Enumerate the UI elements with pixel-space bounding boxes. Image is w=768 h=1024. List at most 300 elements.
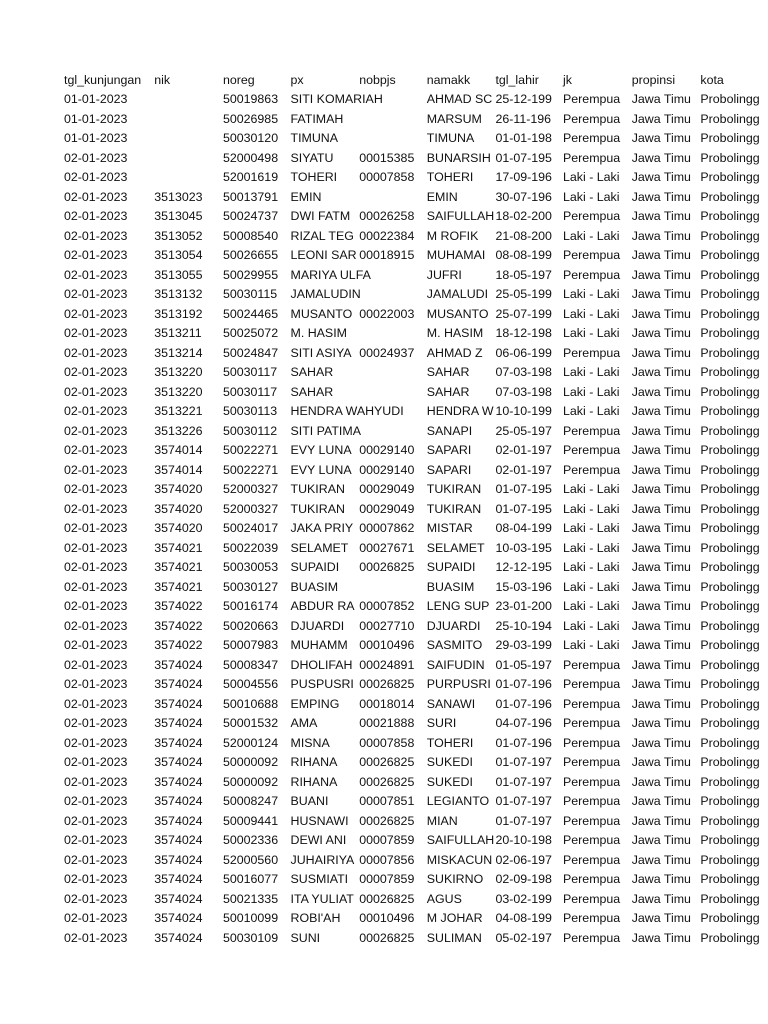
- cell-tgl-kunjungan: 02-01-2023: [64, 326, 128, 341]
- cell-tgl-lahir: 17-09-196: [495, 170, 552, 185]
- cell-px: HUSNAWI: [290, 813, 349, 828]
- cell-propinsi: Jawa Timu: [631, 92, 691, 107]
- cell-namakk: SURI: [426, 716, 457, 731]
- cell-nobpjs: 00015385: [359, 150, 415, 165]
- cell-jk: Perempua: [563, 716, 621, 731]
- cell-nik: 3574024: [154, 677, 203, 692]
- cell-tgl-lahir: 02-09-198: [495, 872, 552, 887]
- cell-tgl-kunjungan: 02-01-2023: [64, 833, 128, 848]
- cell-tgl-lahir: 07-03-198: [495, 365, 552, 380]
- cell-px: SUPAIDI: [290, 560, 340, 575]
- cell-kota: Probolingg: [700, 170, 760, 185]
- cell-propinsi: Jawa Timu: [631, 930, 691, 945]
- cell-kota: Probolingg: [700, 111, 760, 126]
- cell-tgl-kunjungan: 02-01-2023: [64, 248, 128, 263]
- table-row: [0, 850, 768, 870]
- cell-tgl-lahir: 02-01-197: [495, 462, 552, 477]
- cell-tgl-lahir: 01-05-197: [495, 657, 552, 672]
- cell-tgl-kunjungan: 01-01-2023: [64, 92, 128, 107]
- cell-noreg: 52000498: [222, 150, 279, 165]
- cell-px: TOHERI: [290, 170, 338, 185]
- cell-propinsi: Jawa Timu: [631, 482, 691, 497]
- cell-px: RIHANA: [290, 755, 338, 770]
- cell-kota: Probolingg: [700, 833, 760, 848]
- table-row: [0, 753, 768, 773]
- table-row: [0, 168, 768, 188]
- column-header-tgl-kunjungan: tgl_kunjungan: [64, 72, 142, 87]
- cell-propinsi: Jawa Timu: [631, 423, 691, 438]
- cell-namakk: SUKEDI: [426, 774, 473, 789]
- cell-jk: Perempua: [563, 267, 621, 282]
- cell-px: AMA: [290, 716, 318, 731]
- cell-namakk: MUSANTO: [426, 306, 489, 321]
- cell-noreg: 50010099: [222, 911, 279, 926]
- cell-noreg: 50020663: [222, 618, 279, 633]
- cell-noreg: 50008247: [222, 794, 279, 809]
- cell-tgl-lahir: 29-03-199: [495, 638, 552, 653]
- column-header-kota: kota: [700, 72, 724, 87]
- cell-tgl-kunjungan: 02-01-2023: [64, 482, 128, 497]
- cell-tgl-lahir: 15-03-196: [495, 579, 552, 594]
- cell-jk: Laki - Laki: [563, 599, 620, 614]
- cell-noreg: 50030109: [222, 930, 279, 945]
- cell-tgl-lahir: 21-08-200: [495, 228, 552, 243]
- cell-px: EMIN: [290, 189, 322, 204]
- cell-jk: Laki - Laki: [563, 365, 620, 380]
- cell-namakk: SELAMET: [426, 540, 485, 555]
- column-header-jk: jk: [563, 72, 572, 87]
- cell-namakk: MISTAR: [426, 521, 473, 536]
- cell-tgl-kunjungan: 02-01-2023: [64, 209, 128, 224]
- cell-tgl-lahir: 12-12-195: [495, 560, 552, 575]
- column-header-px: px: [290, 72, 304, 87]
- cell-nobpjs: 00021888: [359, 716, 415, 731]
- cell-nik: 3513226: [154, 423, 203, 438]
- cell-nik: [154, 148, 223, 168]
- cell-propinsi: Jawa Timu: [631, 774, 691, 789]
- cell-namakk: TIMUNA: [426, 131, 475, 146]
- cell-nobpjs: [359, 109, 427, 129]
- cell-kota: Probolingg: [700, 345, 760, 360]
- cell-jk: Laki - Laki: [563, 287, 620, 302]
- cell-px: SUSMIATI: [290, 872, 349, 887]
- cell-nik: 3574024: [154, 716, 203, 731]
- cell-propinsi: Jawa Timu: [631, 638, 691, 653]
- cell-namakk: HENDRA W: [426, 404, 494, 419]
- cell-nik: 3513054: [154, 248, 203, 263]
- cell-kota: Probolingg: [700, 521, 760, 536]
- cell-jk: Laki - Laki: [563, 501, 620, 516]
- cell-namakk: JUFRI: [426, 267, 462, 282]
- cell-propinsi: Jawa Timu: [631, 189, 691, 204]
- table-row: [0, 577, 768, 597]
- cell-tgl-kunjungan: 02-01-2023: [64, 755, 128, 770]
- table-row: [0, 246, 768, 266]
- cell-namakk: TOHERI: [426, 735, 474, 750]
- cell-jk: Laki - Laki: [563, 638, 620, 653]
- cell-nik: [154, 129, 223, 149]
- cell-tgl-lahir: 01-07-196: [495, 735, 552, 750]
- cell-tgl-lahir: 01-07-195: [495, 482, 552, 497]
- cell-nik: [154, 168, 223, 188]
- cell-nobpjs: 00026825: [359, 774, 415, 789]
- table-row: [0, 187, 768, 207]
- cell-noreg: 52001619: [222, 170, 279, 185]
- cell-nik: 3574022: [154, 599, 203, 614]
- cell-propinsi: Jawa Timu: [631, 209, 691, 224]
- cell-jk: Perempua: [563, 852, 621, 867]
- cell-propinsi: Jawa Timu: [631, 150, 691, 165]
- cell-kota: Probolingg: [700, 209, 760, 224]
- cell-propinsi: Jawa Timu: [631, 365, 691, 380]
- cell-px: LEONI SAR: [290, 248, 357, 263]
- cell-tgl-lahir: 03-02-199: [495, 891, 552, 906]
- table-row: [0, 636, 768, 656]
- cell-nik: [154, 109, 223, 129]
- cell-kota: Probolingg: [700, 794, 760, 809]
- cell-jk: Perempua: [563, 131, 621, 146]
- cell-px: TIMUNA: [290, 131, 339, 146]
- cell-kota: Probolingg: [700, 423, 760, 438]
- cell-jk: Perempua: [563, 462, 621, 477]
- cell-noreg: 50013791: [222, 189, 279, 204]
- cell-kota: Probolingg: [700, 579, 760, 594]
- cell-tgl-lahir: 01-01-198: [495, 131, 552, 146]
- cell-nik: 3513052: [154, 228, 203, 243]
- cell-namakk: SAIFULLAH: [426, 833, 495, 848]
- cell-nobpjs: 00029049: [359, 482, 415, 497]
- cell-nik: 3513211: [154, 326, 202, 341]
- cell-tgl-kunjungan: 02-01-2023: [64, 638, 128, 653]
- cell-px: MISNA: [290, 735, 330, 750]
- cell-tgl-lahir: 10-10-199: [495, 404, 552, 419]
- cell-tgl-lahir: 25-12-199: [495, 92, 552, 107]
- cell-nobpjs: [359, 187, 427, 207]
- cell-nobpjs: 00007858: [359, 170, 415, 185]
- cell-tgl-lahir: 25-05-197: [495, 423, 552, 438]
- cell-noreg: 50030115: [222, 287, 278, 302]
- cell-jk: Perempua: [563, 891, 621, 906]
- cell-kota: Probolingg: [700, 462, 760, 477]
- column-header-propinsi: propinsi: [631, 72, 676, 87]
- cell-jk: Perempua: [563, 345, 621, 360]
- cell-noreg: 52000327: [222, 482, 279, 497]
- cell-kota: Probolingg: [700, 92, 760, 107]
- cell-px: JAMALUDIN: [290, 287, 361, 302]
- cell-kota: Probolingg: [700, 248, 760, 263]
- cell-nobpjs: 00022003: [359, 306, 415, 321]
- cell-tgl-kunjungan: 02-01-2023: [64, 462, 128, 477]
- cell-tgl-lahir: 06-06-199: [495, 345, 552, 360]
- cell-propinsi: Jawa Timu: [631, 560, 691, 575]
- cell-namakk: TUKIRAN: [426, 501, 482, 516]
- cell-noreg: 50016077: [222, 872, 279, 887]
- cell-nik: 3574024: [154, 735, 203, 750]
- cell-tgl-lahir: 01-07-195: [495, 150, 552, 165]
- cell-nik: 3574024: [154, 794, 203, 809]
- cell-px: TUKIRAN: [290, 482, 345, 497]
- cell-jk: Perempua: [563, 872, 621, 887]
- cell-namakk: M ROFIK: [426, 228, 479, 243]
- cell-propinsi: Jawa Timu: [631, 345, 691, 360]
- cell-nik: 3574014: [154, 443, 203, 458]
- column-header-nobpjs: nobpjs: [359, 72, 396, 87]
- cell-noreg: 50021335: [222, 891, 279, 906]
- cell-px: SAHAR: [290, 384, 334, 399]
- cell-nik: 3513214: [154, 345, 203, 360]
- cell-tgl-lahir: 02-01-197: [495, 443, 552, 458]
- cell-namakk: AHMAD Z: [426, 345, 483, 360]
- cell-noreg: 50024465: [222, 306, 279, 321]
- table-row: [0, 382, 768, 402]
- cell-jk: Perempua: [563, 677, 621, 692]
- cell-px: ITA YULIAT: [290, 891, 354, 906]
- cell-namakk: AHMAD SC: [426, 92, 493, 107]
- cell-px: PUSPUSRI: [290, 677, 354, 692]
- cell-jk: Laki - Laki: [563, 384, 620, 399]
- cell-jk: Perempua: [563, 443, 621, 458]
- cell-jk: Laki - Laki: [563, 404, 620, 419]
- cell-tgl-lahir: 18-05-197: [495, 267, 552, 282]
- cell-noreg: 50024017: [222, 521, 279, 536]
- cell-noreg: 50022271: [222, 443, 279, 458]
- cell-nik: 3574021: [154, 560, 203, 575]
- cell-nik: 3574024: [154, 774, 203, 789]
- cell-propinsi: Jawa Timu: [631, 657, 691, 672]
- cell-namakk: AGUS: [426, 891, 462, 906]
- cell-tgl-kunjungan: 02-01-2023: [64, 891, 128, 906]
- cell-nobpjs: 00027671: [359, 540, 415, 555]
- cell-nobpjs: 00018014: [359, 696, 415, 711]
- cell-jk: Laki - Laki: [563, 189, 620, 204]
- cell-nobpjs: [359, 363, 427, 383]
- cell-propinsi: Jawa Timu: [631, 755, 691, 770]
- cell-nik: 3574024: [154, 891, 203, 906]
- cell-namakk: BUASIM: [426, 579, 475, 594]
- cell-nobpjs: 00007856: [359, 852, 415, 867]
- cell-namakk: SULIMAN: [426, 930, 482, 945]
- cell-kota: Probolingg: [700, 716, 760, 731]
- cell-tgl-kunjungan: 02-01-2023: [64, 540, 128, 555]
- cell-jk: Perempua: [563, 657, 621, 672]
- cell-propinsi: Jawa Timu: [631, 813, 691, 828]
- header-row: [0, 70, 768, 90]
- table-row: [0, 714, 768, 734]
- cell-px: SITI ASIYA: [290, 345, 352, 360]
- cell-noreg: 52000124: [222, 735, 279, 750]
- table-row: [0, 811, 768, 831]
- cell-nik: 3574022: [154, 638, 203, 653]
- cell-jk: Perempua: [563, 833, 621, 848]
- cell-tgl-lahir: 18-12-198: [495, 326, 552, 341]
- cell-namakk: SASMITO: [426, 638, 483, 653]
- cell-namakk: SAPARI: [426, 443, 472, 458]
- cell-tgl-kunjungan: 02-01-2023: [64, 599, 128, 614]
- cell-nik: 3574020: [154, 482, 203, 497]
- cell-propinsi: Jawa Timu: [631, 599, 691, 614]
- cell-jk: Perempua: [563, 150, 621, 165]
- cell-kota: Probolingg: [700, 618, 760, 633]
- column-header-tgl-lahir: tgl_lahir: [495, 72, 539, 87]
- cell-kota: Probolingg: [700, 189, 760, 204]
- cell-propinsi: Jawa Timu: [631, 501, 691, 516]
- table-row: [0, 694, 768, 714]
- cell-namakk: MUHAMAI: [426, 248, 486, 263]
- cell-px: JUHAIRIYA: [290, 852, 355, 867]
- cell-px: MUHAMM: [290, 638, 348, 653]
- cell-noreg: 50001532: [222, 716, 279, 731]
- cell-propinsi: Jawa Timu: [631, 131, 691, 146]
- cell-jk: Perempua: [563, 930, 621, 945]
- table-row: [0, 207, 768, 227]
- cell-jk: Perempua: [563, 774, 621, 789]
- cell-nobpjs: 00010496: [359, 911, 415, 926]
- cell-noreg: 50030120: [222, 131, 279, 146]
- cell-noreg: 50030113: [222, 404, 278, 419]
- cell-px: HENDRA WAHYUDI: [290, 404, 404, 419]
- cell-namakk: MARSUM: [426, 111, 482, 126]
- column-header-noreg: noreg: [222, 72, 255, 87]
- table-row: [0, 870, 768, 890]
- cell-tgl-kunjungan: 02-01-2023: [64, 365, 128, 380]
- cell-tgl-lahir: 01-07-197: [495, 794, 552, 809]
- cell-noreg: 50030112: [222, 423, 278, 438]
- cell-tgl-lahir: 01-07-197: [495, 813, 552, 828]
- cell-nobpjs: [359, 421, 427, 441]
- cell-noreg: 50019863: [222, 92, 279, 107]
- cell-noreg: 50022271: [222, 462, 279, 477]
- cell-kota: Probolingg: [700, 774, 760, 789]
- cell-namakk: SAHAR: [426, 384, 470, 399]
- cell-tgl-kunjungan: 02-01-2023: [64, 911, 128, 926]
- cell-propinsi: Jawa Timu: [631, 579, 691, 594]
- cell-tgl-lahir: 25-07-199: [495, 306, 552, 321]
- table-row: [0, 675, 768, 695]
- table-row: [0, 538, 768, 558]
- cell-nobpjs: 00026258: [359, 209, 415, 224]
- cell-jk: Perempua: [563, 209, 621, 224]
- cell-tgl-kunjungan: 02-01-2023: [64, 716, 128, 731]
- table-row: [0, 733, 768, 753]
- table-row: [0, 519, 768, 539]
- cell-tgl-kunjungan: 02-01-2023: [64, 443, 128, 458]
- cell-noreg: 50008347: [222, 657, 279, 672]
- cell-noreg: 50030117: [222, 365, 278, 380]
- cell-tgl-kunjungan: 02-01-2023: [64, 306, 128, 321]
- table-row: [0, 792, 768, 812]
- cell-px: EVY LUNA: [290, 462, 352, 477]
- cell-tgl-kunjungan: 01-01-2023: [64, 131, 128, 146]
- cell-noreg: 52000327: [222, 501, 279, 516]
- cell-noreg: 50000092: [222, 774, 279, 789]
- cell-jk: Laki - Laki: [563, 560, 620, 575]
- cell-nobpjs: 00007859: [359, 833, 415, 848]
- cell-kota: Probolingg: [700, 228, 760, 243]
- table-row: [0, 363, 768, 383]
- cell-px: EMPING: [290, 696, 340, 711]
- cell-kota: Probolingg: [700, 131, 760, 146]
- table-row: [0, 558, 768, 578]
- data-sheet: [0, 70, 768, 948]
- cell-nik: 3574024: [154, 852, 203, 867]
- cell-tgl-kunjungan: 02-01-2023: [64, 170, 128, 185]
- cell-nobpjs: 00010496: [359, 638, 415, 653]
- cell-tgl-kunjungan: 02-01-2023: [64, 501, 128, 516]
- cell-kota: Probolingg: [700, 443, 760, 458]
- cell-kota: Probolingg: [700, 267, 760, 282]
- cell-px: SITI KOMARIAH: [290, 92, 383, 107]
- cell-tgl-kunjungan: 02-01-2023: [64, 228, 128, 243]
- table-row: [0, 402, 768, 422]
- cell-jk: Perempua: [563, 423, 621, 438]
- table-row: [0, 928, 768, 948]
- cell-kota: Probolingg: [700, 384, 760, 399]
- cell-tgl-kunjungan: 02-01-2023: [64, 404, 128, 419]
- cell-tgl-lahir: 20-10-198: [495, 833, 552, 848]
- cell-nik: 3574022: [154, 618, 203, 633]
- cell-nik: 3574021: [154, 540, 203, 555]
- cell-nobpjs: 00007851: [359, 794, 415, 809]
- cell-tgl-lahir: 18-02-200: [495, 209, 552, 224]
- cell-namakk: SUKEDI: [426, 755, 473, 770]
- cell-jk: Laki - Laki: [563, 540, 620, 555]
- cell-px: SUNI: [290, 930, 321, 945]
- cell-tgl-kunjungan: 02-01-2023: [64, 267, 128, 282]
- cell-nik: 3513132: [154, 287, 203, 302]
- cell-nik: 3513023: [154, 189, 203, 204]
- cell-propinsi: Jawa Timu: [631, 228, 691, 243]
- table-row: [0, 226, 768, 246]
- cell-namakk: SUKIRNO: [426, 872, 484, 887]
- cell-kota: Probolingg: [700, 813, 760, 828]
- cell-tgl-kunjungan: 02-01-2023: [64, 560, 128, 575]
- cell-namakk: LEGIANTO: [426, 794, 490, 809]
- table-row: [0, 90, 768, 110]
- cell-jk: Perempua: [563, 92, 621, 107]
- cell-namakk: SAPARI: [426, 462, 472, 477]
- table-row: [0, 480, 768, 500]
- table-row: [0, 129, 768, 149]
- table-row: [0, 148, 768, 168]
- cell-noreg: 50004556: [222, 677, 279, 692]
- cell-nobpjs: 00027710: [359, 618, 415, 633]
- cell-tgl-kunjungan: 02-01-2023: [64, 287, 128, 302]
- cell-propinsi: Jawa Timu: [631, 267, 691, 282]
- cell-tgl-lahir: 26-11-196: [495, 111, 552, 126]
- cell-px: ABDUR RA: [290, 599, 355, 614]
- cell-px: JAKA PRIY: [290, 521, 354, 536]
- cell-px: RIHANA: [290, 774, 338, 789]
- cell-nik: 3574024: [154, 696, 203, 711]
- cell-nobpjs: 00007859: [359, 872, 415, 887]
- cell-jk: Perempua: [563, 755, 621, 770]
- cell-propinsi: Jawa Timu: [631, 326, 691, 341]
- cell-px: EVY LUNA: [290, 443, 352, 458]
- cell-nobpjs: [359, 577, 427, 597]
- cell-tgl-kunjungan: 02-01-2023: [64, 696, 128, 711]
- cell-jk: Laki - Laki: [563, 579, 620, 594]
- table-row: [0, 616, 768, 636]
- cell-tgl-lahir: 01-07-195: [495, 501, 552, 516]
- cell-nik: 3574024: [154, 813, 203, 828]
- cell-nobpjs: 00026825: [359, 677, 415, 692]
- cell-noreg: 50010688: [222, 696, 279, 711]
- cell-kota: Probolingg: [700, 911, 760, 926]
- cell-nik: 3513220: [154, 365, 203, 380]
- cell-kota: Probolingg: [700, 755, 760, 770]
- cell-namakk: M JOHAR: [426, 911, 483, 926]
- cell-nobpjs: 00024937: [359, 345, 415, 360]
